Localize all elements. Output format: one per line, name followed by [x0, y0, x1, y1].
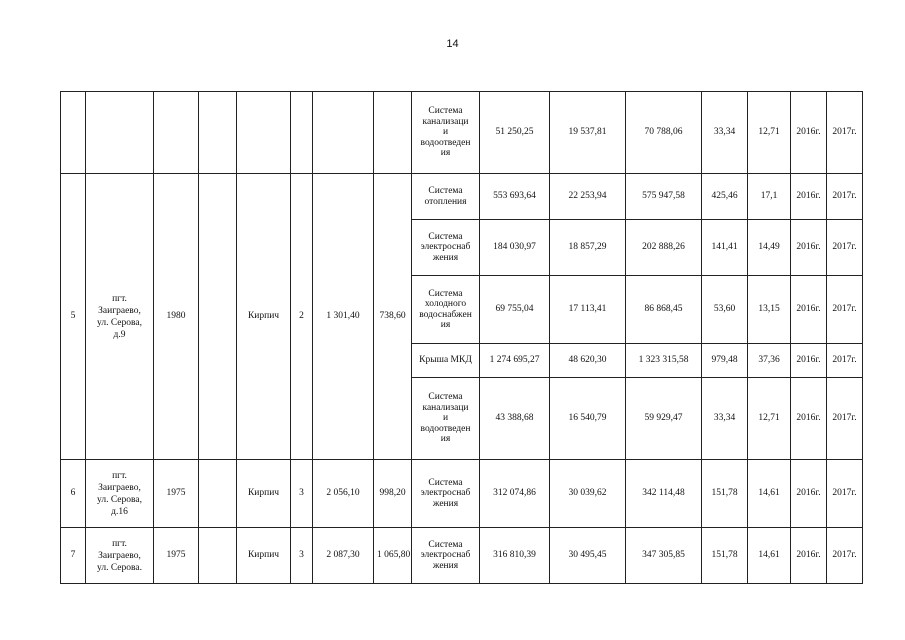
year-end-cell: 2017г.	[827, 344, 863, 378]
cost-total-cell: 1 274 695,27	[480, 344, 550, 378]
year-start-cell: 2016г.	[791, 174, 827, 220]
floors-cell: 2	[291, 174, 313, 460]
cost-sum-cell: 70 788,06	[626, 92, 702, 174]
table-row	[61, 92, 863, 174]
row-number-cell: 6	[61, 460, 86, 528]
text-line: и	[442, 413, 449, 424]
wall-material-cell: Кирпич	[237, 174, 291, 460]
year-start-cell: 2016г.	[791, 92, 827, 174]
text-line: Система	[428, 106, 463, 117]
cost-sum-cell: 575 947,58	[626, 174, 702, 220]
text-line: ул. Серова,	[97, 494, 142, 505]
address-cell	[86, 528, 154, 584]
address-cell	[86, 174, 154, 460]
text-line: водоотведен	[420, 137, 471, 148]
text-line: Система	[428, 539, 463, 550]
text-line: жения	[432, 252, 459, 263]
unit-value-2-cell: 14,49	[748, 220, 791, 276]
text-line: д.9	[113, 329, 126, 340]
unit-value-1-cell: 979,48	[702, 344, 748, 378]
cost-secondary-cell: 17 113,41	[550, 276, 626, 344]
cost-total-cell: 69 755,04	[480, 276, 550, 344]
text-line: Система	[428, 186, 463, 196]
unit-value-1-cell: 53,60	[702, 276, 748, 344]
text-line: Заиграево,	[98, 550, 141, 561]
year-start-cell: 2016г.	[791, 344, 827, 378]
cost-sum-cell: 86 868,45	[626, 276, 702, 344]
living-area-cell: 998,20	[374, 460, 412, 528]
total-area-cell: 2 056,10	[313, 460, 374, 528]
text-line: Заиграево,	[98, 305, 141, 316]
total-area-cell	[313, 92, 374, 174]
year-end-cell: 2017г.	[827, 528, 863, 584]
unit-value-2-cell: 37,36	[748, 344, 791, 378]
work-type-cell	[412, 220, 480, 276]
text-line: ул. Серова.	[97, 562, 142, 573]
cost-secondary-cell: 19 537,81	[550, 92, 626, 174]
text-line: Система	[428, 477, 463, 488]
unit-value-2-cell: 14,61	[748, 528, 791, 584]
year-built-cell: 1980	[154, 174, 199, 460]
total-area-cell: 2 087,30	[313, 528, 374, 584]
housing-repair-table	[60, 91, 863, 584]
work-type-cell	[412, 344, 480, 378]
unit-value-2-cell: 12,71	[748, 92, 791, 174]
living-area-cell	[374, 92, 412, 174]
work-type-cell	[412, 378, 480, 460]
text-line: жения	[432, 560, 459, 571]
row-number-cell: 5	[61, 174, 86, 460]
cost-total-cell: 316 810,39	[480, 528, 550, 584]
year-built-cell: 1975	[154, 460, 199, 528]
cost-total-cell: 184 030,97	[480, 220, 550, 276]
text-line: электроснаб	[420, 550, 471, 561]
text-line: и	[442, 127, 449, 138]
cost-sum-cell: 59 929,47	[626, 378, 702, 460]
work-type-cell	[412, 460, 480, 528]
text-line: Система	[428, 288, 463, 299]
unit-value-1-cell: 33,34	[702, 92, 748, 174]
year-end-cell: 2017г.	[827, 92, 863, 174]
cost-sum-cell: 202 888,26	[626, 220, 702, 276]
cost-total-cell: 553 693,64	[480, 174, 550, 220]
cost-secondary-cell: 22 253,94	[550, 174, 626, 220]
cost-secondary-cell: 16 540,79	[550, 378, 626, 460]
text-line: ия	[440, 320, 451, 330]
wall-material-cell	[237, 92, 291, 174]
work-type-cell	[412, 276, 480, 344]
year-built-cell	[154, 92, 199, 174]
unit-value-1-cell: 425,46	[702, 174, 748, 220]
year-end-cell: 2017г.	[827, 276, 863, 344]
floors-cell: 3	[291, 528, 313, 584]
unit-value-1-cell: 141,41	[702, 220, 748, 276]
year-end-cell: 2017г.	[827, 220, 863, 276]
floors-cell: 3	[291, 460, 313, 528]
cost-sum-cell: 342 114,48	[626, 460, 702, 528]
text-line: жения	[432, 498, 459, 509]
text-line: пгт.	[112, 470, 127, 481]
text-line: д.16	[111, 506, 128, 517]
page-number: 14	[446, 38, 459, 50]
table-row	[61, 174, 863, 220]
blank-column-cell	[199, 92, 237, 174]
text-line: водоснабжен	[419, 309, 472, 320]
unit-value-1-cell: 33,34	[702, 378, 748, 460]
floors-cell	[291, 92, 313, 174]
text-line: Крыша МКД	[419, 355, 472, 366]
cost-total-cell: 43 388,68	[480, 378, 550, 460]
work-type-cell	[412, 528, 480, 584]
cost-total-cell: 51 250,25	[480, 92, 550, 174]
living-area-cell: 1 065,80	[374, 528, 412, 584]
year-end-cell: 2017г.	[827, 460, 863, 528]
year-end-cell: 2017г.	[827, 174, 863, 220]
address-cell	[86, 92, 154, 174]
cost-total-cell: 312 074,86	[480, 460, 550, 528]
work-type-cell	[412, 174, 480, 220]
text-line: пгт.	[112, 293, 127, 304]
text-line: водоотведен	[420, 423, 471, 434]
text-line: ул. Серова,	[97, 317, 142, 328]
unit-value-2-cell: 12,71	[748, 378, 791, 460]
living-area-cell: 738,60	[374, 174, 412, 460]
cost-sum-cell: 1 323 315,58	[626, 344, 702, 378]
address-cell	[86, 460, 154, 528]
text-line: пгт.	[112, 538, 127, 549]
cost-secondary-cell: 48 620,30	[550, 344, 626, 378]
unit-value-2-cell: 17,1	[748, 174, 791, 220]
text-line: Система	[428, 231, 463, 242]
row-number-cell: 7	[61, 528, 86, 584]
cost-sum-cell: 347 305,85	[626, 528, 702, 584]
unit-value-2-cell: 14,61	[748, 460, 791, 528]
year-start-cell: 2016г.	[791, 460, 827, 528]
text-line: электроснаб	[420, 488, 471, 499]
wall-material-cell: Кирпич	[237, 460, 291, 528]
text-line: ия	[440, 434, 451, 445]
year-start-cell: 2016г.	[791, 528, 827, 584]
blank-column-cell	[199, 460, 237, 528]
unit-value-1-cell: 151,78	[702, 460, 748, 528]
table-row	[61, 460, 863, 528]
text-line: канализаци	[422, 116, 469, 127]
blank-column-cell	[199, 528, 237, 584]
year-start-cell: 2016г.	[791, 276, 827, 344]
year-end-cell: 2017г.	[827, 378, 863, 460]
total-area-cell: 1 301,40	[313, 174, 374, 460]
text-line: холодного	[424, 299, 467, 309]
year-start-cell: 2016г.	[791, 378, 827, 460]
unit-value-1-cell: 151,78	[702, 528, 748, 584]
cost-secondary-cell: 30 039,62	[550, 460, 626, 528]
text-line: Система	[428, 392, 463, 403]
table-row	[61, 528, 863, 584]
text-line: ия	[440, 148, 451, 159]
text-line: отопления	[424, 196, 467, 207]
cost-secondary-cell: 18 857,29	[550, 220, 626, 276]
text-line: электроснаб	[420, 242, 471, 253]
year-built-cell: 1975	[154, 528, 199, 584]
text-line: Заиграево,	[98, 482, 141, 493]
work-type-cell	[412, 92, 480, 174]
cost-secondary-cell: 30 495,45	[550, 528, 626, 584]
year-start-cell: 2016г.	[791, 220, 827, 276]
text-line: канализаци	[422, 402, 469, 413]
unit-value-2-cell: 13,15	[748, 276, 791, 344]
blank-column-cell	[199, 174, 237, 460]
row-number-cell	[61, 92, 86, 174]
wall-material-cell: Кирпич	[237, 528, 291, 584]
